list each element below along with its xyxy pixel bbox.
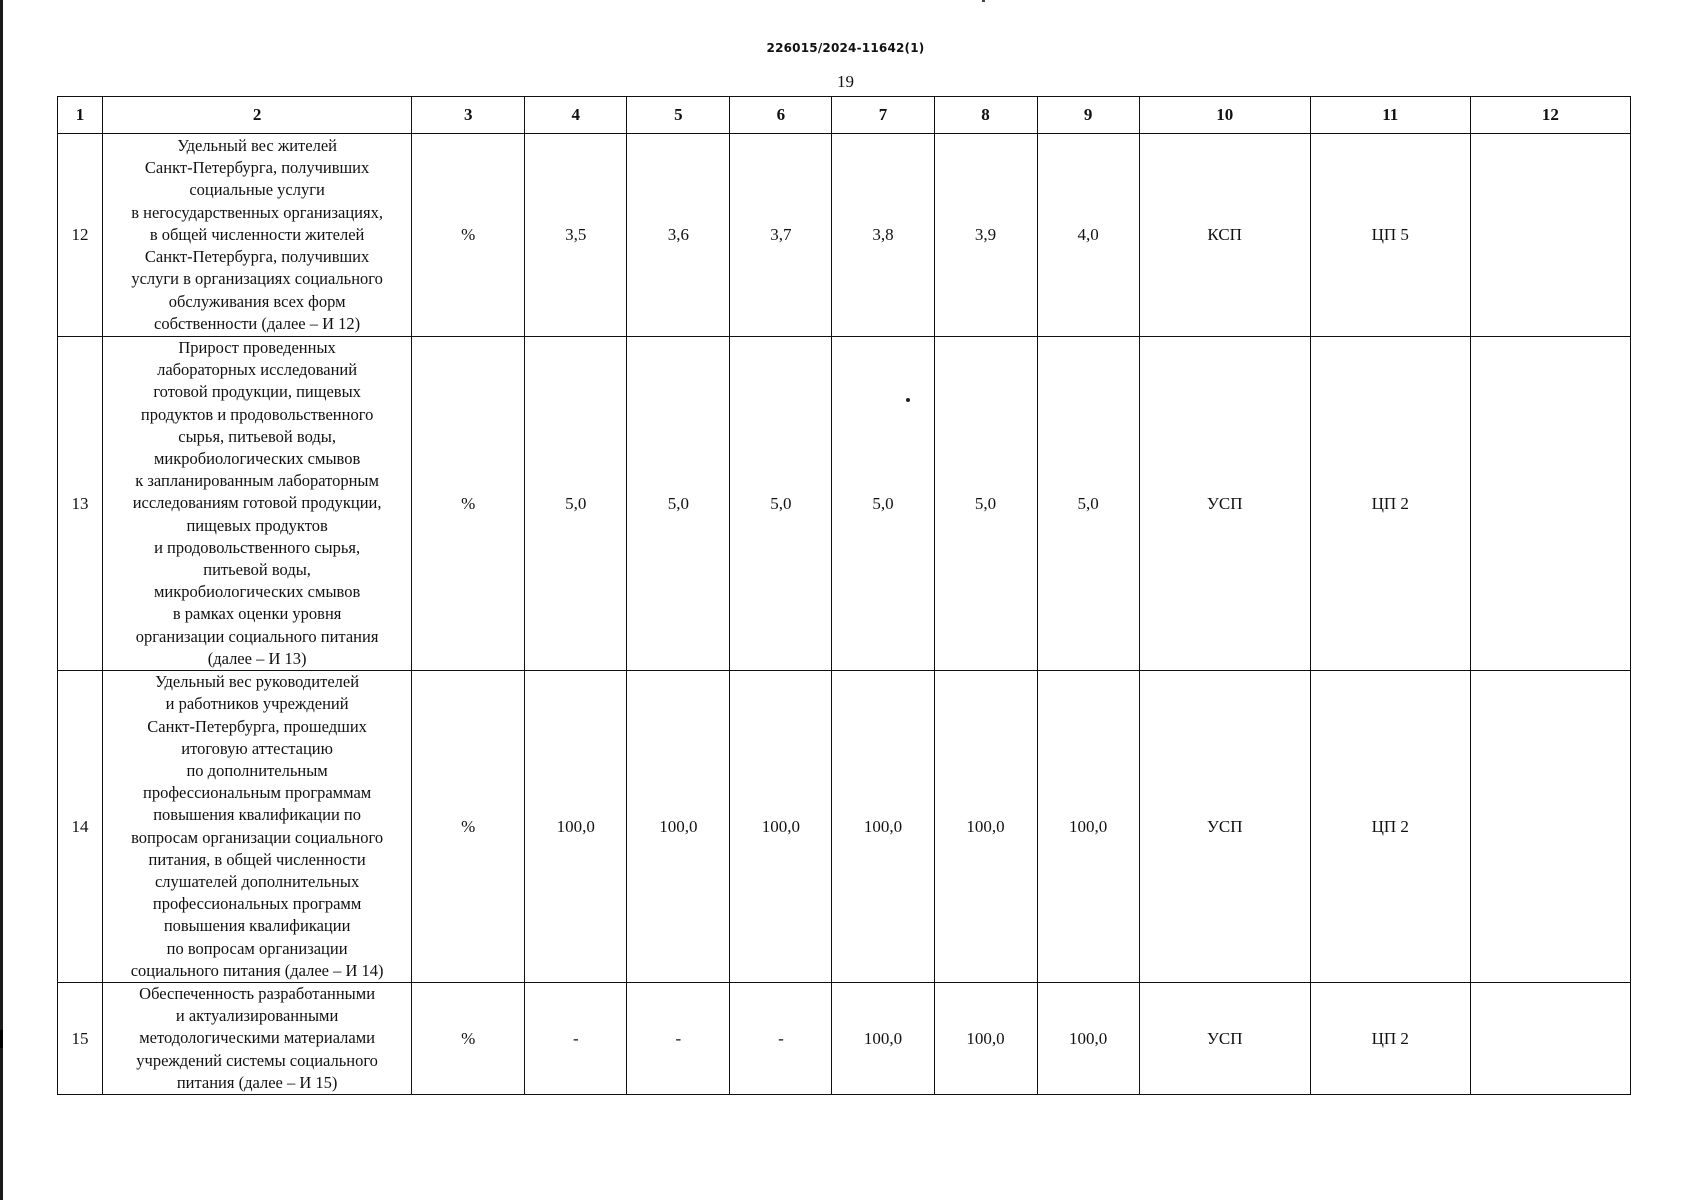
value-cell: 100,0 (934, 671, 1037, 983)
indicators-table (57, 96, 1631, 1095)
column-header: 1 (58, 97, 103, 134)
column-header: 8 (934, 97, 1037, 134)
value-cell: 100,0 (934, 983, 1037, 1095)
header-row (58, 97, 1631, 134)
responsible-cell: УСП (1139, 337, 1310, 671)
goal-cell: ЦП 5 (1310, 134, 1470, 337)
column-header: 5 (627, 97, 730, 134)
value-cell: 100,0 (832, 983, 934, 1095)
value-cell: 4,0 (1037, 134, 1139, 337)
table-row (58, 671, 1631, 983)
value-cell: - (627, 983, 730, 1095)
responsible-cell: УСП (1139, 983, 1310, 1095)
value-cell: 5,0 (832, 337, 934, 671)
responsible-cell: КСП (1139, 134, 1310, 337)
value-cell: 100,0 (832, 671, 934, 983)
empty-cell (1470, 134, 1630, 337)
row-number: 13 (58, 337, 103, 671)
value-cell: 3,6 (627, 134, 730, 337)
scan-top-mark (982, 0, 985, 2)
empty-cell (1470, 337, 1630, 671)
value-cell: 3,7 (730, 134, 832, 337)
scan-left-edge (0, 0, 3, 1200)
value-cell: 100,0 (627, 671, 730, 983)
unit-cell: % (412, 337, 525, 671)
value-cell: 100,0 (1037, 983, 1139, 1095)
unit-cell: % (412, 983, 525, 1095)
column-header: 9 (1037, 97, 1139, 134)
document-number: 226015/2024-11642(1) (766, 41, 925, 55)
row-number: 12 (58, 134, 103, 337)
value-cell: - (730, 983, 832, 1095)
column-header: 11 (1310, 97, 1470, 134)
column-header: 10 (1139, 97, 1310, 134)
indicator-name: Прирост проведенных лабораторных исследований готовой продукции, пищевых продуктов и продовольственного сырья, питьевой воды, микробиологических смывов к запланированным лабораторным исследованиям готовой продукции, пищевых продуктов и продовольственного сырья, питьевой воды, микробиологических смывов в рамках оценки уровня организации социального питания (далее – И 13) (103, 337, 412, 671)
indicator-name: Обеспеченность разработанными и актуализированными методологическими материалами учреждений системы социального питания (далее – И 15) (103, 983, 412, 1095)
goal-cell: ЦП 2 (1310, 983, 1470, 1095)
value-cell: 5,0 (730, 337, 832, 671)
column-header: 7 (832, 97, 934, 134)
column-header: 12 (1470, 97, 1630, 134)
column-header: 6 (730, 97, 832, 134)
unit-cell: % (412, 134, 525, 337)
indicator-name: Удельный вес жителей Санкт-Петербурга, получивших социальные услуги в негосударственных организациях, в общей численности жителей Санкт-Петербурга, получивших услуги в организациях социального обслуживания всех форм собственности (далее – И 12) (103, 134, 412, 337)
table-row (58, 134, 1631, 337)
value-cell: 3,8 (832, 134, 934, 337)
row-number: 14 (58, 671, 103, 983)
empty-cell (1470, 671, 1630, 983)
scan-speck (906, 398, 910, 402)
unit-cell: % (412, 671, 525, 983)
scan-edge-mark (0, 1030, 3, 1048)
value-cell: 100,0 (1037, 671, 1139, 983)
page-number: 19 (837, 72, 854, 91)
table-row (58, 337, 1631, 671)
column-header: 4 (525, 97, 627, 134)
value-cell: 5,0 (1037, 337, 1139, 671)
value-cell: 5,0 (525, 337, 627, 671)
value-cell: 5,0 (627, 337, 730, 671)
empty-cell (1470, 983, 1630, 1095)
goal-cell: ЦП 2 (1310, 337, 1470, 671)
responsible-cell: УСП (1139, 671, 1310, 983)
value-cell: 100,0 (525, 671, 627, 983)
value-cell: 3,5 (525, 134, 627, 337)
value-cell: 3,9 (934, 134, 1037, 337)
goal-cell: ЦП 2 (1310, 671, 1470, 983)
row-number: 15 (58, 983, 103, 1095)
column-header: 3 (412, 97, 525, 134)
table-row (58, 983, 1631, 1095)
value-cell: 100,0 (730, 671, 832, 983)
indicator-name: Удельный вес руководителей и работников учреждений Санкт-Петербурга, прошедших итоговую аттестацию по дополнительным профессиональным программам повышения квалификации по вопросам организации социального питания, в общей численности слушателей дополнительных профессиональных программ повышения квалификации по вопросам организации социального питания (далее – И 14) (103, 671, 412, 983)
column-header: 2 (103, 97, 412, 134)
value-cell: - (525, 983, 627, 1095)
value-cell: 5,0 (934, 337, 1037, 671)
